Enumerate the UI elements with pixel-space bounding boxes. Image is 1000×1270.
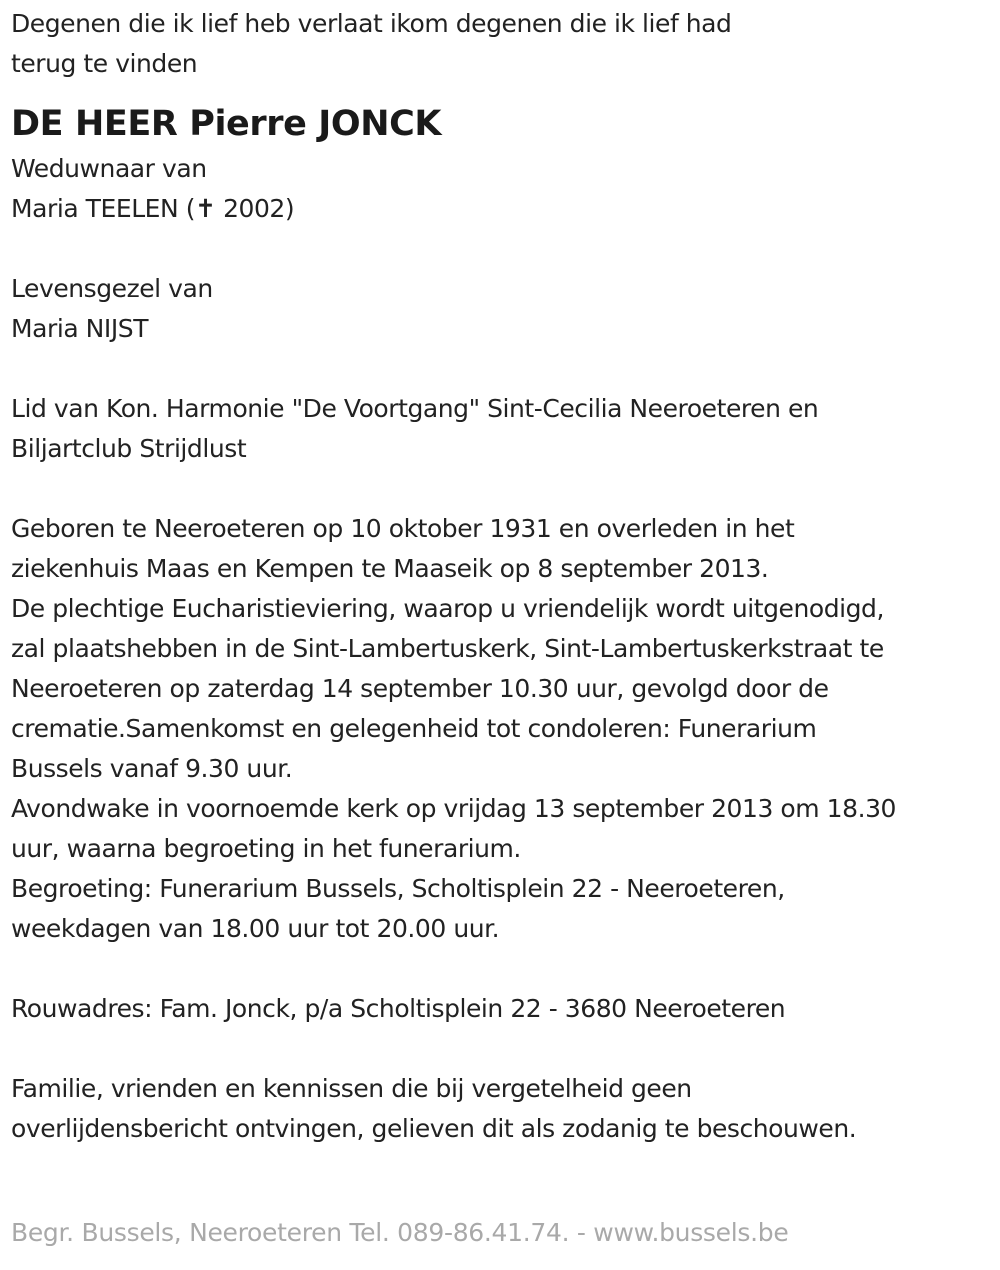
- details-line: ziekenhuis Maas en Kempen te Maaseik op 8 september 2013.: [11, 554, 769, 583]
- motto-line: Degenen die ik lief heb verlaat ikom degenen die ik lief had: [11, 9, 732, 38]
- motto: [11, 4, 996, 84]
- membership-line: Lid van Kon. Harmonie "De Voortgang" Sint-Cecilia Neeroeteren en: [11, 394, 819, 423]
- spacer: [11, 229, 996, 269]
- details-line: Begroeting: Funerarium Bussels, Scholtisplein 22 - Neeroeteren,: [11, 874, 785, 903]
- details-line: crematie.Samenkomst en gelegenheid tot condoleren: Funerarium: [11, 714, 817, 743]
- mourning-address: Rouwadres: Fam. Jonck, p/a Scholtisplein 22 - 3680 Neeroeteren: [11, 994, 786, 1023]
- details-line: Avondwake in voornoemde kerk op vrijdag 13 september 2013 om 18.30: [11, 794, 896, 823]
- partner-section: [11, 269, 996, 349]
- details-line: Geboren te Neeroeteren op 10 oktober 1931 en overleden in het: [11, 514, 795, 543]
- spacer: [11, 349, 996, 389]
- spacer: [11, 1029, 996, 1069]
- details-line: uur, waarna begroeting in het funerarium.: [11, 834, 521, 863]
- widower-label: Weduwnaar van: [11, 154, 207, 183]
- notice-line: overlijdensbericht ontvingen, gelieven dit als zodanig te beschouwen.: [11, 1114, 857, 1143]
- membership-section: [11, 389, 996, 469]
- details-line: zal plaatshebben in de Sint-Lambertuskerk, Sint-Lambertuskerkstraat te: [11, 634, 884, 663]
- details-line: De plechtige Eucharistieviering, waarop u vriendelijk wordt uitgenodigd,: [11, 594, 884, 623]
- motto-line: terug te vinden: [11, 49, 198, 78]
- details-line: Bussels vanaf 9.30 uur.: [11, 754, 293, 783]
- spouse-name: Maria TEELEN (✝ 2002): [11, 194, 295, 223]
- details-line: Neeroeteren op zaterdag 14 september 10.30 uur, gevolgd door de: [11, 674, 829, 703]
- details-section: [11, 509, 996, 949]
- deceased-name: DE HEER Pierre JONCK: [11, 104, 442, 144]
- details-line: weekdagen van 18.00 uur tot 20.00 uur.: [11, 914, 500, 943]
- funeral-home-footer: Begr. Bussels, Neeroeteren Tel. 089-86.41.74. - www.bussels.be: [11, 1218, 789, 1247]
- membership-line: Biljartclub Strijdlust: [11, 434, 247, 463]
- widower-section: [11, 149, 996, 229]
- spacer: [11, 949, 996, 989]
- partner-label: Levensgezel van: [11, 274, 213, 303]
- notice-section: [11, 1069, 996, 1149]
- partner-name: Maria NIJST: [11, 314, 149, 343]
- obituary-text: [11, 4, 996, 1149]
- spacer: [11, 469, 996, 509]
- notice-line: Familie, vrienden en kennissen die bij vergetelheid geen: [11, 1074, 692, 1103]
